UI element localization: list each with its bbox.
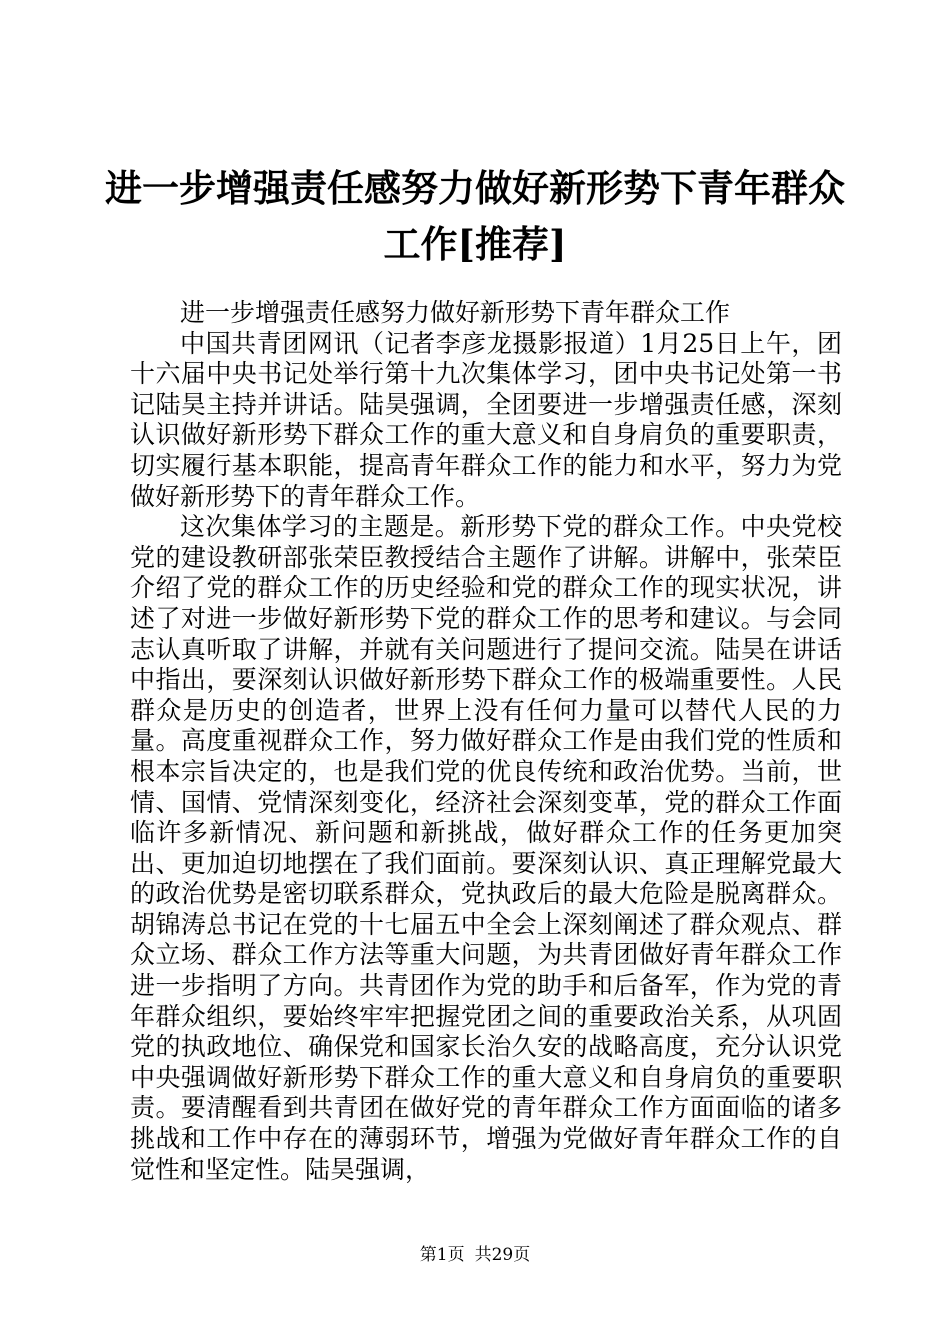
body-paragraph-main: 这次集体学习的主题是。新形势下党的群众工作。中央党校党的建设教研部张荣臣教授结合主题作了讲解。讲解中，张荣臣介绍了党的群众工作的历史经验和党的群众工作的现实状况，讲述了对进一步做好新形势下党的群众工作的思考和建议。与会同志认真听取了讲解，并就有关问题进行了提问交流。陆昊在讲话中指出，要深刻认识做好新形势下群众工作的极端重要性。人民群众是历史的创造者，世界上没有任何力量可以替代人民的力量。高度重视群众工作，努力做好群众工作是由我们党的性质和根本宗旨决定的，也是我们党的优良传统和政治优势。当前，世情、国情、党情深刻变化，经济社会深刻变革，党的群众工作面临许多新情况、新问题和新挑战，做好群众工作的任务更加突出、更加迫切地摆在了我们面前。要深刻认识、真正理解党最大的政治优势是密切联系群众，党执政后的最大危险是脱离群众。胡锦涛总书记在党的十七届五中全会上深刻阐述了群众观点、群众立场、群众工作方法等重大问题，为共青团做好青年群众工作进一步指明了方向。共青团作为党的助手和后备军，作为党的青年群众组织，要始终牢牢把握党团之间的重要政治关系，从巩固党的执政地位、确保党和国家长治久安的战略高度，充分认识党中央强调做好新形势下群众工作的重大意义和自身肩负的重要职责。要清醒看到共青团在做好党的青年群众工作方面面临的诸多挑战和工作中存在的薄弱环节，增强为党做好青年群众工作的自觉性和坚定性。陆昊强调， <box>130 512 842 1184</box>
page-number-total: 共29页 <box>474 1245 531 1265</box>
document-title-line-2: 工作[推荐] <box>383 222 567 266</box>
document-title <box>100 160 850 272</box>
document-body <box>130 298 842 1185</box>
document-title-line-1: 进一步增强责任感努力做好新形势下青年群众 <box>105 166 845 210</box>
body-paragraph-lead: 中国共青团网讯（记者李彦龙摄影报道）1月25日上午，团十六届中央书记处举行第十九次集体学习，团中央书记处第一书记陆昊主持并讲话。陆昊强调，全团要进一步增强责任感，深刻认识做好新形势下群众工作的重大意义和自身肩负的重要职责，切实履行基本职能，提高青年群众工作的能力和水平，努力为党做好新形势下的青年群众工作。 <box>130 328 842 511</box>
page-number-current: 第1页 <box>419 1245 465 1265</box>
body-paragraph-subtitle: 进一步增强责任感努力做好新形势下青年群众工作 <box>180 298 731 327</box>
page-footer <box>0 1244 950 1266</box>
